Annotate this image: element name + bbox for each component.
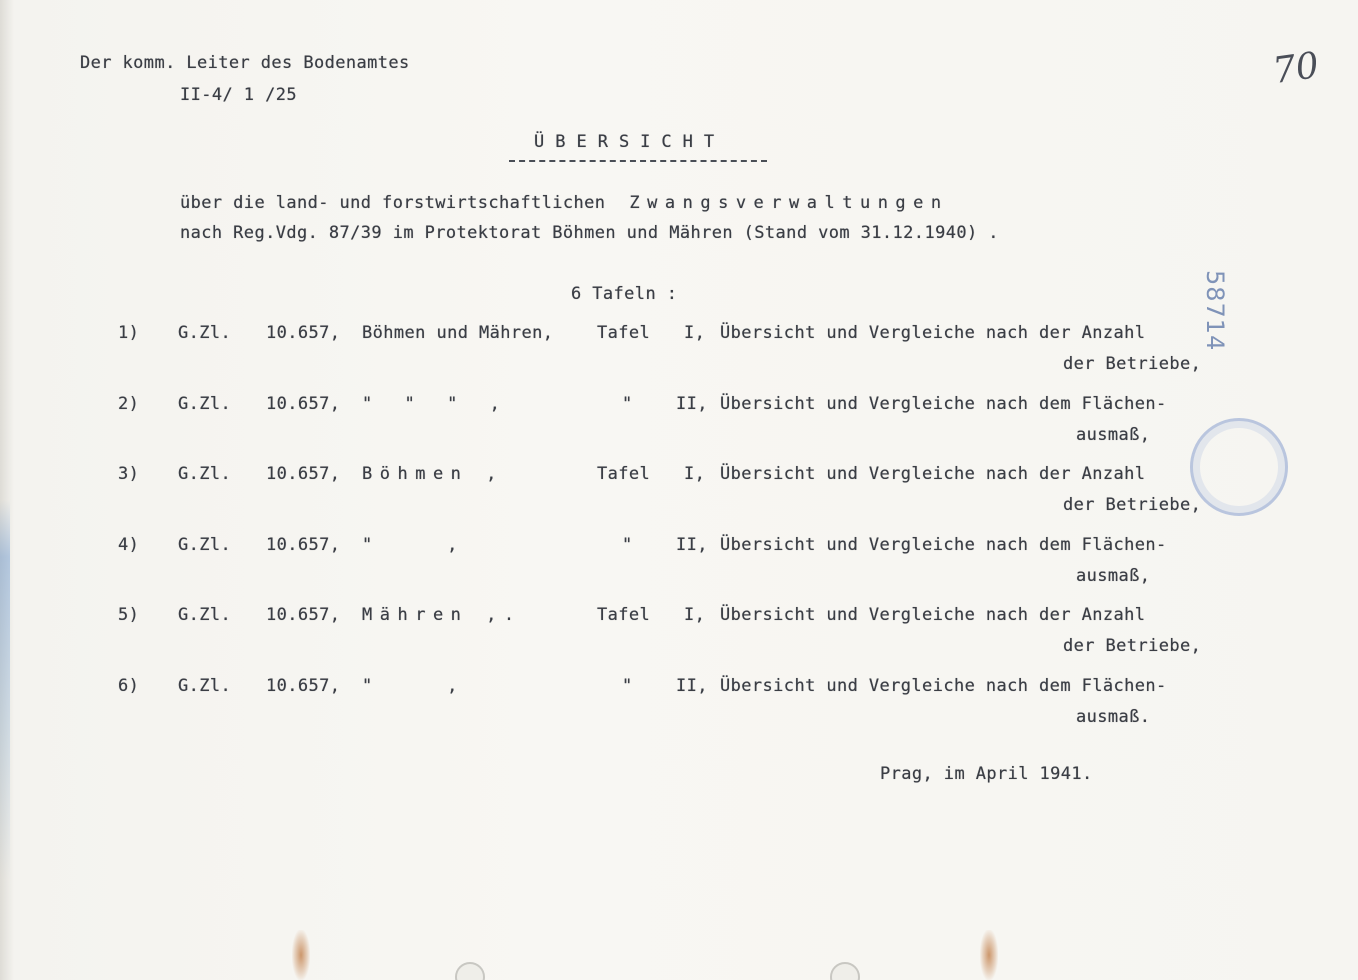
staple-rust-stain [980, 930, 998, 980]
entry-gz: G.Zl. [178, 464, 232, 484]
entry-region: Böhmen , [362, 464, 504, 484]
entry-reference: 10.657, [266, 605, 341, 625]
entry-tafel: " [622, 676, 633, 696]
entry-gz: G.Zl. [178, 676, 232, 696]
entry-description: Übersicht und Vergleiche nach dem Flächen- [720, 535, 1167, 555]
entry-continuation: ausmaß, [1076, 425, 1151, 445]
subtitle-prefix: über die land- und forstwirtschaftlichen [180, 193, 606, 213]
entry-table-number: II, [676, 535, 708, 555]
entry-number: 3) [118, 464, 140, 484]
entry-continuation: der Betriebe, [1063, 354, 1202, 374]
entry-table-number: II, [676, 394, 708, 414]
entry-tafel: " [622, 394, 633, 414]
entry-region: " " " , [362, 394, 501, 414]
tables-count: 6 Tafeln : [571, 284, 678, 304]
reference-number: II-4/ 1 /25 [180, 85, 297, 105]
subtitle-line-2: nach Reg.Vdg. 87/39 im Protektorat Böhmen und Mähren (Stand vom 31.12.1940) . [180, 223, 999, 243]
place-date: Prag, im April 1941. [880, 764, 1093, 784]
entry-number: 5) [118, 605, 140, 625]
entry-region: " , [362, 535, 458, 555]
punch-hole [830, 962, 860, 980]
folio-number: 70 [1270, 45, 1322, 92]
entry-continuation: ausmaß. [1076, 707, 1151, 727]
entry-region: Mähren ,. [362, 605, 522, 625]
entry-description: Übersicht und Vergleiche nach dem Flächen- [720, 394, 1167, 414]
entry-table-number: II, [676, 676, 708, 696]
entry-table-number: I, [684, 323, 706, 343]
entry-table-number: I, [684, 605, 706, 625]
authority-line: Der komm. Leiter des Bodenamtes [80, 53, 410, 73]
entry-table-number: I, [684, 464, 706, 484]
entry-number: 2) [118, 394, 140, 414]
entry-region: Böhmen und Mähren, [362, 323, 554, 343]
archive-seal-stamp [1190, 418, 1288, 516]
entry-description: Übersicht und Vergleiche nach der Anzahl [720, 464, 1146, 484]
entry-reference: 10.657, [266, 535, 341, 555]
entry-description: Übersicht und Vergleiche nach dem Flächen- [720, 676, 1167, 696]
entry-tafel: Tafel [597, 464, 651, 484]
entry-continuation: der Betriebe, [1063, 636, 1202, 656]
entry-gz: G.Zl. [178, 394, 232, 414]
entry-tafel: Tafel [597, 605, 651, 625]
entry-number: 1) [118, 323, 140, 343]
entry-number: 4) [118, 535, 140, 555]
entry-region: " , [362, 676, 458, 696]
entry-continuation: ausmaß, [1076, 566, 1151, 586]
staple-rust-stain [292, 930, 310, 980]
entry-gz: G.Zl. [178, 535, 232, 555]
entry-description: Übersicht und Vergleiche nach der Anzahl [720, 323, 1146, 343]
subtitle-spaced-word: Zwangsverwaltungen [629, 193, 949, 213]
entry-tafel: Tafel [597, 323, 651, 343]
entry-continuation: der Betriebe, [1063, 495, 1202, 515]
entry-gz: G.Zl. [178, 323, 232, 343]
entry-gz: G.Zl. [178, 605, 232, 625]
entry-reference: 10.657, [266, 464, 341, 484]
entry-number: 6) [118, 676, 140, 696]
entry-tafel: " [622, 535, 633, 555]
archive-stamp-number: 58714 [1201, 270, 1229, 352]
paper-edge-stain [0, 500, 10, 880]
title-underline [509, 160, 767, 162]
entry-reference: 10.657, [266, 676, 341, 696]
entry-reference: 10.657, [266, 394, 341, 414]
document-title: ÜBERSICHT [534, 132, 726, 152]
subtitle-line-1 [180, 193, 949, 213]
entry-reference: 10.657, [266, 323, 341, 343]
entry-description: Übersicht und Vergleiche nach der Anzahl [720, 605, 1146, 625]
punch-hole [455, 962, 485, 980]
